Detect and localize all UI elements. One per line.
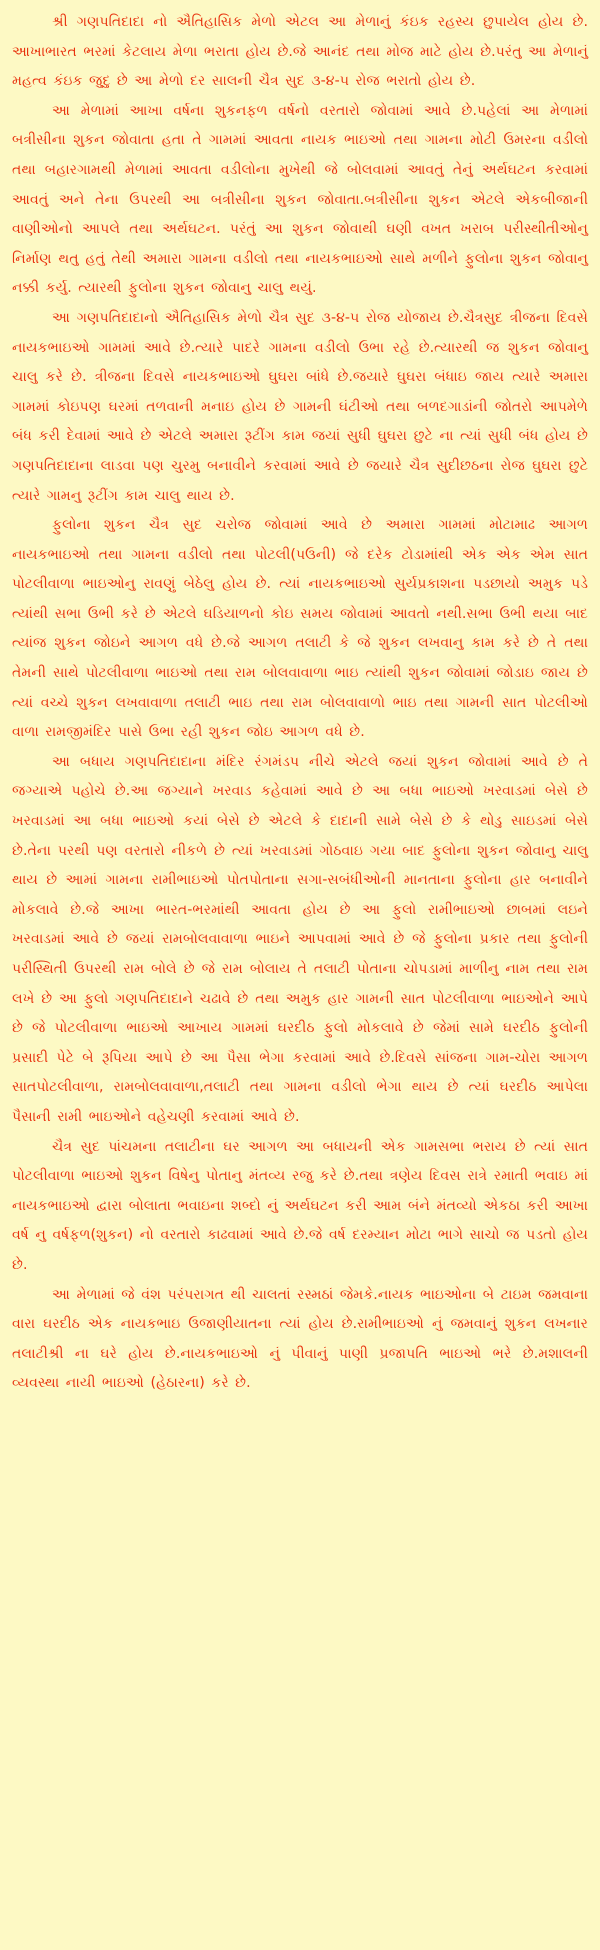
paragraph-flower-shukan: ફુલોના શુકન ચૈત્ર સુદ ચરોજ જોવામાં આવે છે અમારા ગામમાં મોટામાઢ આગળ નાયકભાઇઓ તથા ગામના વડીલો તથા પોટલી(પઉની) જે દરેક ટોડામાંથી એક એક એમ સાત પોટલીવાળા ભાઇઓનુ રાવણું બેઠેલુ હોય છે. ત્યાં નાયકભાઇઓ સુર્યપ્રકાશના પડછાયો અમુક પડે ત્યાંથી સભા ઉભી કરે છે એટલે ઘડિયાળનો કોઇ સમય જોવામાં આવતો નથી.સભા ઉભી થયા બાદ ત્યાંજ શુકન જોઇને આગળ વધે છે.જે આગળ તલાટી કે જે શુકન લખવાનુ કામ કરે છે તે તથા તેમની સાથે પોટલીવાળા ભાઇઓ તથા રામ બોલવાવાળા ભાઇ ત્યાંથી શુકન જોવામાં જોડાઇ જાય છે ત્યાં વચ્ચે શુકન લખવાવાળા તલાટી ભાઇ તથા રામ બોલવાવાળો ભાઇ તથા ગામની સાત પોટલીઓ વાળા રામજીમંદિર પાસે ઉભા રહી શુકન જોઇ આગળ વધે છે.	[12, 517, 588, 741]
paragraph-gram-sabha: ચૈત્ર સુદ પાંચમના તલાટીના ઘર આગળ આ બધાયની એક ગામસભા ભરાય છે ત્યાં સાત પોટલીવાળા ભાઇઓ શુકન વિષેનુ પોતાનુ મંતવ્ય રજુ કરે છે.તથા ત્રણેય દિવસ રાત્રે રમાતી ભવાઇ માં નાયકભાઇઓ દ્વારા બોલાતા ભવાઇના શબ્દો નું અર્થઘટન કરી આમ બંને મંતવ્યો એકઠા કરી આખા વર્ષ નુ વર્ષફળ(શુકન) નો વરતારો કાઢવામાં આવે છે.જે વર્ષ દરમ્યાન મોટા ભાગે સાચો જ પડતો હોય છે.	[12, 1138, 588, 1273]
paragraph-fair-schedule: આ ગણપતિદાદાનો ઐતિહાસિક મેળો ચૈત્ર સુદ ૩-૪-૫ રોજ યોજાય છે.ચૈત્રસુદ ત્રીજના દિવસે નાયકભાઇઓ ગામમાં આવે છે.ત્યારે પાદરે ગામના વડીલો ઉભા રહે છે.ત્યારથી જ શુકન જોવાનુ ચાલુ કરે છે. ત્રીજના દિવસે નાયકભાઇઓ ઘુઘરા બાંધે છે.જયારે ઘુઘરા બંધાઇ જાય ત્યારે અમારા ગામમાં કોઇપણ ઘરમાં તળવાની મનાઇ હોય છે ગામની ઘંટીઓ તથા બળદગાડાંની જોતરો આપમેળે બંધ કરી દેવામાં આવે છે એટલે અમારા રૂટીંગ કામ જયાં સુધી ઘુઘરા છુટે ના ત્યાં સુધી બંધ હોય છે ગણપતિદાદાના લાડવા પણ ચુરમુ બનાવીને કરવામાં આવે છે જયારે ચૈત્ર સુદીછઠના રોજ ઘુઘરા છુટે ત્યારે ગામનુ રૂટીંગ કામ ચાલુ થાય છે.	[12, 309, 588, 504]
paragraph-kharvad: આ બધાય ગણપતિદાદાના મંદિર રંગમંડપ નીચે એટલે જયાં શુકન જોવામાં આવે છે તે જગ્યાએ પહોચે છે.આ જગ્યાને ખરવાડ કહેવામાં આવે છે આ બધા ભાઇઓ ખરવાડમાં બેસે છે ખરવાડમાં આ બધા ભાઇઓ કયાં બેસે છે એટલે કે દાદાની સામે બેસે છે કે થોડુ સાઇડમાં બેસે છે.તેના પરથી પણ વરતારો નીકળે છે ત્યાં ખરવાડમાં ગોઠવાઇ ગયા બાદ ફુલોના શુકન જોવાનુ ચાલુ થાય છે આમાં ગામના રામીભાઇઓ પોતપોતાના સગા-સબંધીઓની માનતાના ફુલોના હાર બનાવીને મોકલાવે છે.જે આખા ભારત-ભરમાંથી આવતા હોય છે આ ફુલો રામીભાઇઓ છાબમાં લઇને ખરવાડમાં આવે છે જયાં રામબોલવાવાળા ભાઇને આપવામાં આવે છે જે ફુલોના પ્રકાર તથા ફુલોની પરીસ્થિતી ઉપરથી રામ બોલે છે જે રામ બોલાય તે તલાટી પોતાના ચોપડામાં માળીનુ નામ તથા રામ લખે છે આ ફુલો ગણપતિદાદાને ચઢાવે છે તથા અમુક હાર ગામની સાત પોટલીવાળા ભાઇઓને આપે છે જે પોટલીવાળા ભાઇઓ આખાય ગામમાં ઘરદીઠ ફુલો મોકલાવે છે જેમાં સામે ઘરદીઠ ફુલોની પ્રસાદી પેટે બે રૂપિયા આપે છે આ પૈસા ભેગા કરવામાં આવે છે.દિવસે સાંજના ગામ-ચોરા આગળ સાતપોટલીવાળા, રામબોલવાવાળા,તલાટી તથા ગામના વડીલો ભેગા થાય છે ત્યાં ઘરદીઠ આપેલા પૈસાની રામી ભાઇઓને વહેચણી કરવામાં આવે છે.	[12, 753, 588, 1125]
paragraph-traditions: આ મેળામાં જે વંશ પરંપરાગત થી ચાલતાં રસ્મઠાં જેમકે.નાયક ભાઇઓના બે ટાઇમ જમવાના વારા ઘરદીઠ એક નાયકભાઇ ઉજાણીયાતના ત્યાં હોય છે.રામીભાઇઓ નું જમવાનું શુકન લખનાર તલાટીશ્રી ના ઘરે હોય છે.નાયકભાઇઓ નું પીવાનું પાણી પ્રજાપતિ ભાઇઓ ભરે છે.મશાલની વ્યવસ્થા નાયી ભાઇઓ (હેઠારના) કરે છે.	[12, 1286, 588, 1392]
paragraph-intro: શ્રી ગણપતિદાદા નો ઐતિહાસિક મેળો એટલ આ મેળાનું કંઇક રહસ્ય છુપાયેલ હોય છે. આખાભારત ભરમાં કેટલાય મેળા ભરાતા હોય છે.જે આનંદ તથા મોજ માટે હોય છે.પરંતુ આ મેળાનું મહત્વ કંઇક જુદુ છે આ મેળો દર સાલની ચૈત્ર સુદ ૩-૪-૫ રોજ ભરાતો હોય છે.	[12, 14, 588, 90]
paragraph-batrisi-shukan: આ મેળામાં આખા વર્ષના શુકનફળ વર્ષનો વરતારો જોવામાં આવે છે.પહેલાં આ મેળામાં બત્રીસીના શુકન જોવાતા હતા તે ગામમાં આવતા નાયક ભાઇઓ તથા ગામના મોટી ઉમરના વડીલો તથા બહારગામથી મેળામાં આવતા વડીલોના મુખેથી જે બોલવામાં આવતું તેનું અર્થઘટન કરવામાં આવતું અને તેના ઉપરથી આ બત્રીસીના શુકન જોવાતા.બત્રીસીના શુકન એટલે એકબીજાની વાણીઓનો આપલે તથા અર્થઘટન. પરંતું આ શુકન જોવાથી ઘણી વખત ખરાબ પરીસ્થીતીઓનુ નિર્માણ થતુ હતું તેથી અમારા ગામના વડીલો તથા નાયકભાઇઓ સાથે મળીને ફુલોના શુકન જોવાનુ નક્કી કર્યુ. ત્યારથી ફુલોના શુકન જોવાનુ ચાલુ થયું.	[12, 102, 588, 297]
